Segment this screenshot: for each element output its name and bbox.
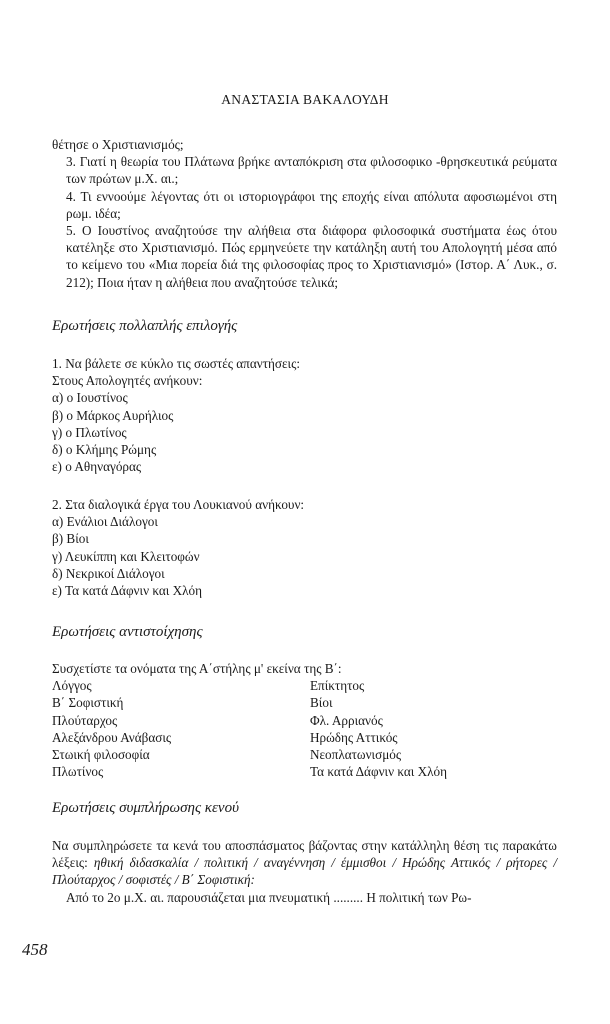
question-4: 4. Τι εννοούμε λέγοντας ότι οι ιστοριογράφοι της εποχής είναι απόλυτα αφοσιωμένοι στη ρωμ. ιδέα; xyxy=(66,188,557,221)
column-b-item: Ηρώδης Αττικός xyxy=(310,729,398,745)
matching-heading: Ερωτήσεις αντιστοίχησης xyxy=(52,624,203,640)
fill-word-list: ηθική διδασκαλία / πολιτική / αναγέννηση / έμμισθοι / Ηρώδης Αττικός / ρήτορες / Πλούταρχος / σοφιστές / Β΄ Σοφιστική: xyxy=(52,855,557,888)
question-5: 5. Ο Ιουστίνος αναζητούσε την αλήθεια στα διάφορα φιλοσοφικά συστήματα έως ότου κατέληξε στο Χριστιανισμό. Πώς ερμηνεύετε την κατάληξη αυτή του Απολογητή μέσα από το κείμενο του «Μια πορεία διά της φιλοσοφίας προς το Χριστιανισμό» (Ιστορ. Α΄ Λυκ., σ. 212); Ποια ήταν η αλήθεια που αναζητούσε τελικά; xyxy=(66,223,557,290)
fill-intro: Να συμπληρώσετε τα κενά του αποσπάσματος βάζοντας στην κατάλληλη θέση τις παρακάτω λέξεις: xyxy=(52,838,557,871)
column-a-item: Πλούταρχος xyxy=(52,712,118,728)
question-continuation: θέτησε ο Χριστιανισμός; xyxy=(52,137,184,152)
mc-q2-stem: 2. Στα διαλογικά έργα του Λουκιανού ανήκουν: xyxy=(52,497,305,512)
mc-q1-option: δ) ο Κλήμης Ρώμης xyxy=(52,442,157,458)
matching-row xyxy=(52,694,557,711)
page-number: 458 xyxy=(22,940,48,959)
mc-q2-option: β) Βίοι xyxy=(52,531,89,547)
mc-question-2 xyxy=(52,496,557,599)
column-b-item: Επίκτητος xyxy=(310,678,365,694)
question-3: 3. Γιατί η θεωρία του Πλάτωνα βρήκε ανταπόκριση στα φιλοσοφικο -θρησκευτικά ρεύματα των πρώτων μ.Χ. αι.; xyxy=(66,154,557,187)
matching-row xyxy=(52,729,557,746)
fill-instructions xyxy=(52,837,557,889)
column-a-item: Πλωτίνος xyxy=(52,764,104,780)
matching-row xyxy=(52,712,557,729)
matching-row xyxy=(52,746,557,763)
mc-heading: Ερωτήσεις πολλαπλής επιλογής xyxy=(52,318,238,334)
mc-q1-option: ε) ο Αθηναγόρας xyxy=(52,459,142,475)
mc-q2-option: δ) Νεκρικοί Διάλογοι xyxy=(52,565,165,581)
column-a-item: Λόγγος xyxy=(52,678,92,694)
column-a-item: Β΄ Σοφιστική xyxy=(52,695,124,711)
mc-q1-intro: 1. Να βάλετε σε κύκλο τις σωστές απαντήσεις: xyxy=(52,356,300,371)
column-b-item: Νεοπλατωνισμός xyxy=(310,747,402,763)
mc-q1-option: α) ο Ιουστίνος xyxy=(52,390,128,406)
mc-q2-option: α) Ενάλιοι Διάλογοι xyxy=(52,514,158,530)
running-header: ΑΝΑΣΤΑΣΙΑ ΒΑΚΑΛΟΥΔΗ xyxy=(221,92,389,107)
column-b-item: Βίοι xyxy=(310,695,333,711)
mc-q1-stem: Στους Απολογητές ανήκουν: xyxy=(52,373,203,389)
fill-heading: Ερωτήσεις συμπλήρωσης κενού xyxy=(52,800,239,816)
matching-row xyxy=(52,677,557,694)
column-b-item: Τα κατά Δάφνιν και Χλόη xyxy=(310,764,448,780)
mc-q2-option: ε) Τα κατά Δάφνιν και Χλόη xyxy=(52,583,203,599)
matching-row xyxy=(52,763,557,780)
column-a-item: Αλεξάνδρου Ανάβασις xyxy=(52,729,172,745)
fill-block xyxy=(52,837,557,906)
matching-instruction: Συσχετίστε τα ονόματα της Α΄στήλης μ' εκείνα της Β΄: xyxy=(52,661,342,676)
column-a-item: Στωική φιλοσοφία xyxy=(52,747,150,763)
questions-block xyxy=(52,136,557,291)
mc-q1-option: β) ο Μάρκος Αυρήλιος xyxy=(52,407,174,423)
matching-block xyxy=(52,660,557,780)
column-b-item: Φλ. Αρριανός xyxy=(310,712,383,728)
mc-question-1 xyxy=(52,355,557,475)
fill-passage: Από το 2ο μ.Χ. αι. παρουσιάζεται μια πνευματική ......... Η πολιτική των Ρω- xyxy=(66,889,472,905)
mc-q2-option: γ) Λευκίππη και Κλειτοφών xyxy=(52,548,200,564)
mc-q1-option: γ) ο Πλωτίνος xyxy=(52,424,127,440)
